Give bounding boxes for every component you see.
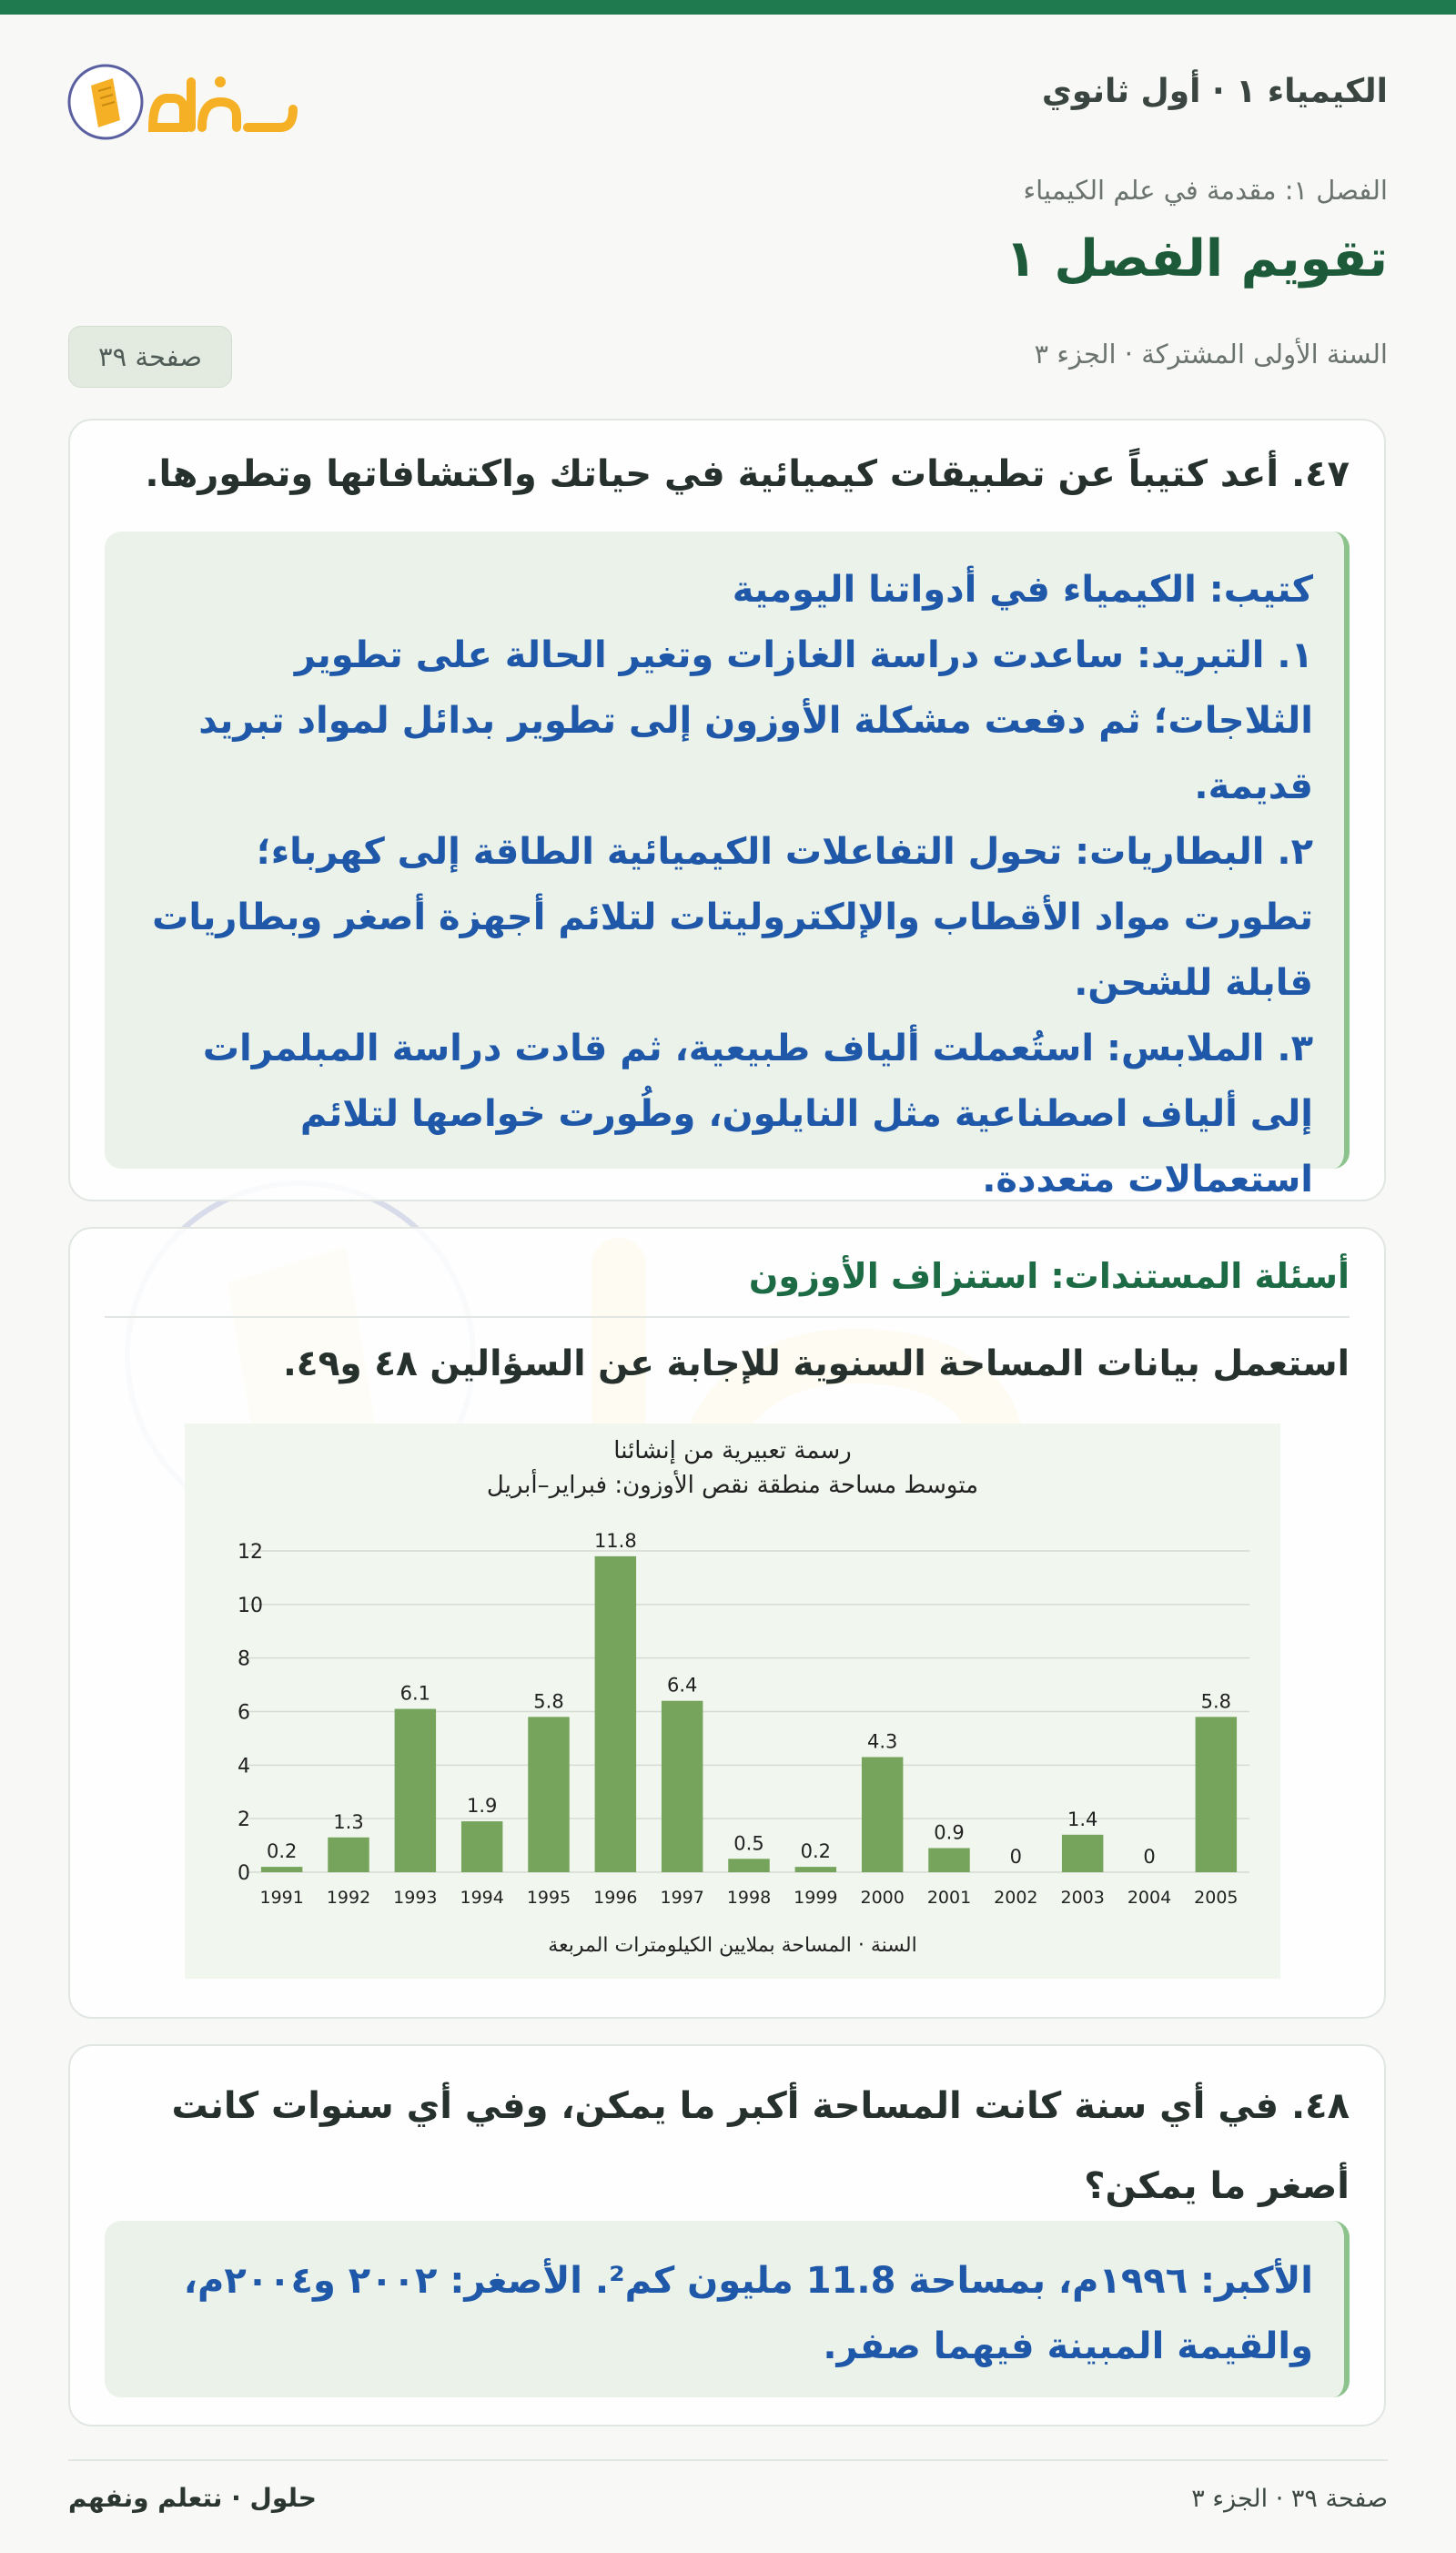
answer-47-item-1: ١. التبريد: ساعدت دراسة الغازات وتغير الحالة على تطوير الثلاجات؛ ثم دفعت مشكلة الأوزون إلى تطوير بدائل لمواد تبريد قديمة. <box>198 634 1313 807</box>
chapter-title: الفصل ١: مقدمة في علم الكيمياء <box>1023 175 1388 206</box>
ozone-bar-chart <box>185 1423 1280 1979</box>
answer-48-text: الأكبر: ١٩٩٦م، بمساحة 11.8 مليون كم². الأصغر: ٢٠٠٢ و٢٠٠٤م، والقيمة المبينة فيهما صفر. <box>183 2260 1313 2367</box>
footer-brand: حلول · نتعلم ونفهم <box>68 2483 317 2513</box>
question-47-card <box>68 419 1386 1201</box>
question-48-card <box>68 2044 1386 2426</box>
page-title: تقويم الفصل ١ <box>1005 229 1388 289</box>
document-questions-prompt: استعمل بيانات المساحة السنوية للإجابة عن السؤالين ٤٨ و٤٩. <box>282 1343 1350 1384</box>
answer-47-item-2: ٢. البطاريات: تحول التفاعلات الكيميائية الطاقة إلى كهرباء؛ تطورت مواد الأقطاب والإلكتروليتات لتلائم أجهزة أصغر وبطاريات قابلة للشحن. <box>152 831 1313 1004</box>
chart-bars <box>261 1530 1237 1872</box>
bar-value-label: 4.3 <box>866 1730 898 1753</box>
bar-value-label: 5.8 <box>1200 1690 1232 1713</box>
question-47-text: ٤٧. أعد كتيباً عن تطبيقات كيميائية في حياتك واكتشافاتها وتطورها. <box>145 453 1350 495</box>
answer-48-box <box>105 2221 1350 2397</box>
x-tick-label: 1994 <box>460 1888 504 1908</box>
x-tick-label: 2000 <box>860 1888 905 1908</box>
x-tick-label: 1992 <box>326 1888 371 1908</box>
chart-x-axis <box>259 1888 1238 1908</box>
bar-1997 <box>662 1701 703 1872</box>
document-questions-title: أسئلة المستندات: استنزاف الأوزون <box>748 1256 1350 1296</box>
bar-1995 <box>528 1717 569 1872</box>
footer-divider <box>68 2459 1388 2461</box>
y-tick-label: 12 <box>238 1541 263 1564</box>
bar-value-label: 1.3 <box>333 1810 364 1833</box>
x-tick-label: 2004 <box>1127 1888 1172 1908</box>
chart-y-axis <box>238 1541 263 1885</box>
bar-2001 <box>928 1849 969 1872</box>
y-tick-label: 10 <box>238 1594 263 1617</box>
document-questions-card <box>68 1227 1386 2019</box>
y-tick-label: 0 <box>238 1862 250 1885</box>
bar-1992 <box>328 1838 369 1872</box>
bar-value-label: 11.8 <box>593 1529 637 1552</box>
chart-title: رسمة تعبيرية من إنشائنا <box>613 1437 852 1464</box>
book-title: الكيمياء ١ · أول ثانوي <box>1041 73 1388 110</box>
chart-x-axis-label: السنة · المساحة بملايين الكيلومترات المربعة <box>548 1934 917 1957</box>
bar-value-label: 6.1 <box>399 1682 431 1705</box>
bar-value-label: 1.9 <box>466 1795 498 1818</box>
answer-47-title: كتيب: الكيمياء في أدواتنا اليومية <box>732 569 1313 611</box>
bar-1994 <box>461 1821 502 1872</box>
x-tick-label: 2002 <box>994 1888 1038 1908</box>
section-divider <box>105 1316 1350 1318</box>
y-tick-label: 4 <box>238 1755 250 1778</box>
footer-page-info: صفحة ٣٩ · الجزء ٣ <box>1191 2485 1388 2513</box>
bar-value-label: 6.4 <box>666 1674 698 1697</box>
hulul-logo <box>66 46 311 155</box>
x-tick-label: 1999 <box>794 1888 838 1908</box>
x-tick-label: 1993 <box>393 1888 438 1908</box>
x-tick-label: 1996 <box>593 1888 638 1908</box>
answer-47-item-3: ٣. الملابس: استُعملت ألياف طبيعية، ثم قادت دراسة المبلمرات إلى ألياف اصطناعية مثل النايلون، وطُورت خواصها لتلائم استعمالات متعددة. <box>202 1028 1313 1201</box>
bar-2005 <box>1196 1717 1237 1872</box>
bar-value-label: 5.8 <box>533 1690 564 1713</box>
answer-47-box <box>105 532 1350 1201</box>
bar-value-label: 1.4 <box>1067 1808 1098 1830</box>
y-tick-label: 8 <box>238 1647 250 1671</box>
chart-subtitle: متوسط مساحة منطقة نقص الأوزون: فبراير–أبريل <box>486 1472 979 1499</box>
top-accent-bar <box>0 0 1456 15</box>
page-number-badge: صفحة ٣٩ <box>68 326 232 388</box>
x-tick-label: 2003 <box>1060 1888 1105 1908</box>
bar-1993 <box>395 1709 436 1872</box>
question-48-text: ٤٨. في أي سنة كانت المساحة أكبر ما يمكن، وفي أي سنوات كانت أصغر ما يمكن؟ <box>171 2085 1350 2207</box>
bar-1991 <box>261 1867 302 1872</box>
x-tick-label: 2001 <box>926 1888 972 1908</box>
x-tick-label: 1995 <box>526 1888 571 1908</box>
bar-value-label: 0.2 <box>266 1840 298 1863</box>
bar-value-label: 0.2 <box>800 1840 832 1863</box>
x-tick-label: 1998 <box>726 1888 772 1908</box>
bar-1998 <box>728 1859 769 1872</box>
bar-value-label: 0.9 <box>934 1821 965 1844</box>
bar-1999 <box>795 1867 836 1872</box>
x-tick-label: 1991 <box>259 1888 304 1908</box>
bar-value-label: 0 <box>1009 1846 1023 1868</box>
x-tick-label: 1997 <box>660 1888 704 1908</box>
x-tick-label: 2005 <box>1194 1888 1239 1908</box>
bar-2000 <box>862 1758 903 1872</box>
bar-value-label: 0 <box>1143 1846 1156 1868</box>
bar-1996 <box>595 1556 636 1872</box>
bar-value-label: 0.5 <box>733 1832 764 1855</box>
y-tick-label: 6 <box>238 1701 250 1725</box>
y-tick-label: 2 <box>238 1808 250 1832</box>
bar-2003 <box>1062 1835 1103 1872</box>
year-part-label: السنة الأولى المشتركة · الجزء ٣ <box>1034 339 1388 370</box>
ozone-chart-panel <box>185 1423 1280 1979</box>
